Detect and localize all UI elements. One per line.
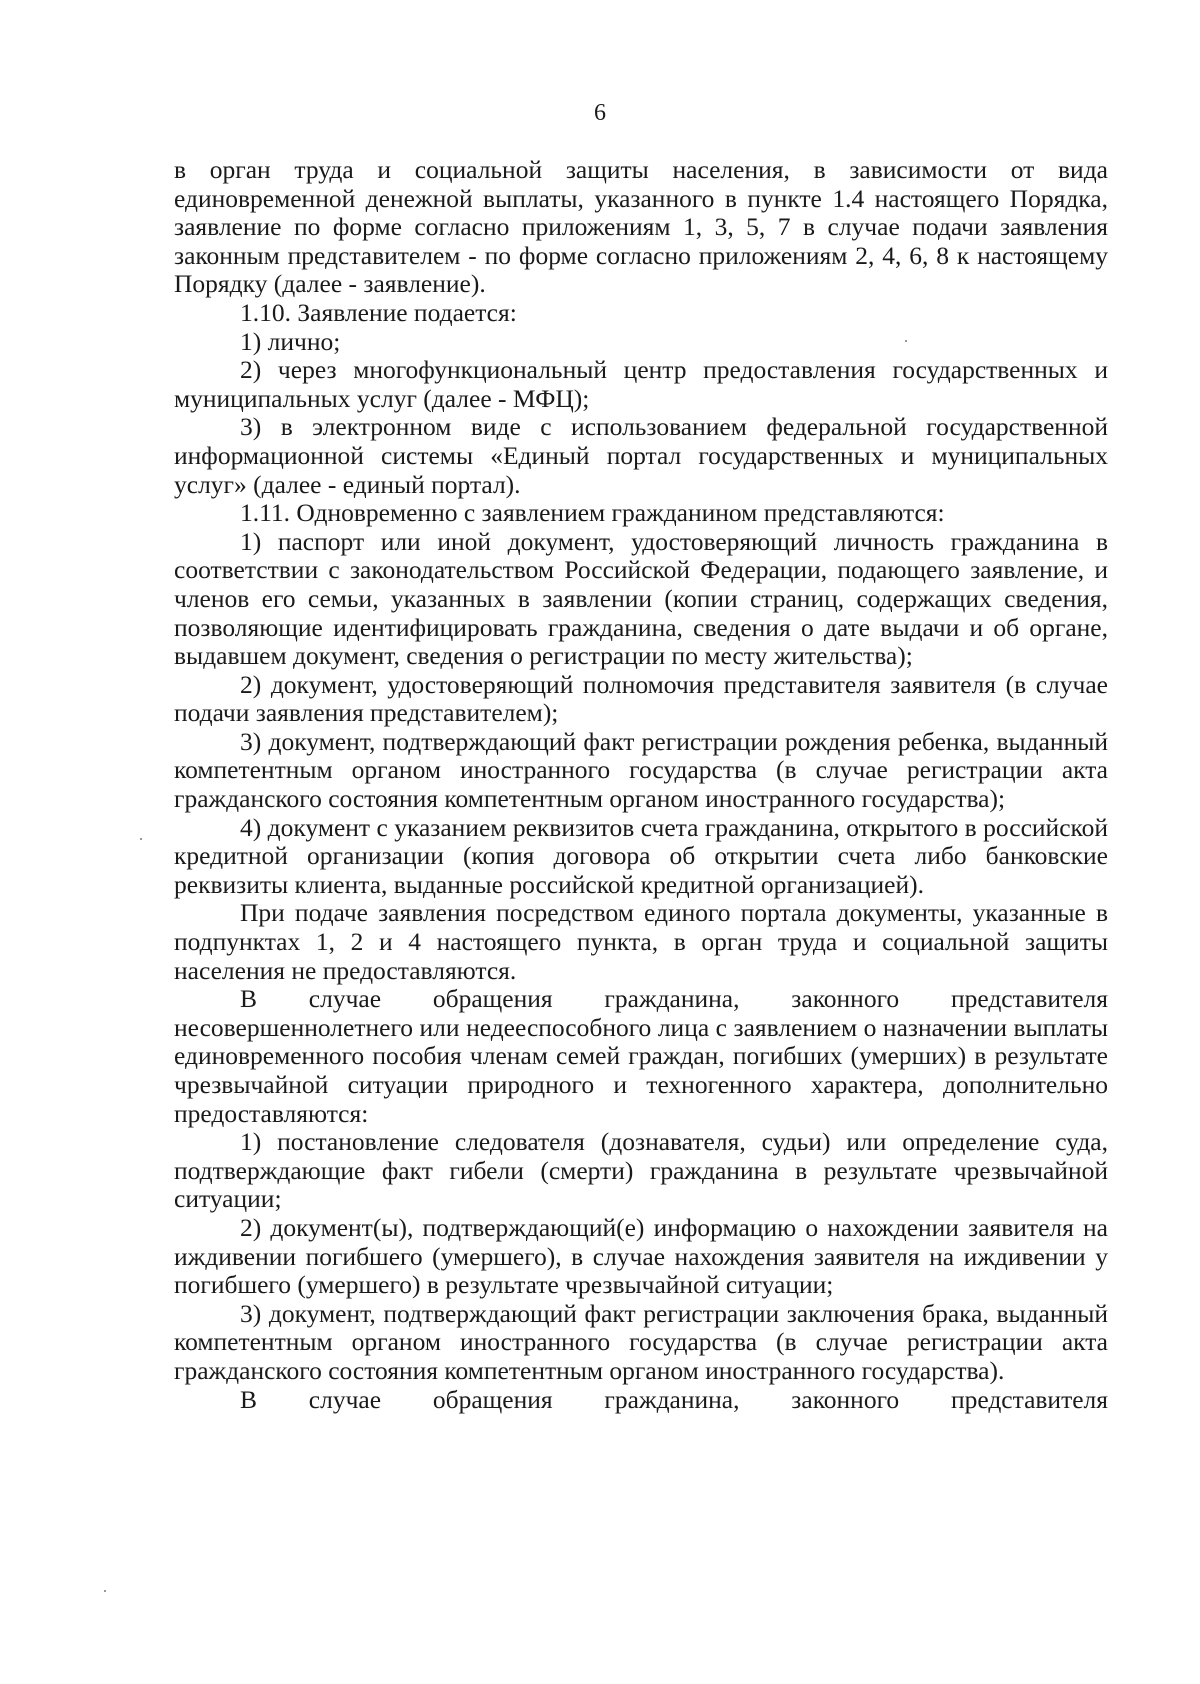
paragraph-1-10-item-3: 3) в электронном виде с использованием федеральной государственной информационной системы «Единый портал государственных и муниципальных услуг» (далее - единый портал).: [174, 412, 1108, 499]
scan-speck: [104, 1590, 106, 1592]
paragraph-portal-note: При подаче заявления посредством единого портала документы, указанные в подпунктах 1, 2 и 4 настоящего пункта, в орган труда и социальной защиты населения не предоставляются.: [174, 898, 1108, 985]
paragraph-1-10-item-1: 1) лично;: [240, 326, 341, 356]
page-number: 6: [594, 100, 606, 126]
scan-speck: [140, 838, 142, 840]
paragraph-1-10-heading: 1.10. Заявление подается:: [240, 297, 517, 327]
document-body: [174, 156, 1108, 1414]
paragraph-1-11-heading: 1.11. Одновременно с заявлением гражданином представляются:: [240, 498, 945, 528]
paragraph-allowance-case: В случае обращения гражданина, законного представителя несовершеннолетнего или недееспособного лица с заявлением о назначении выплаты единовременного пособия членам семей граждан, погибших (умерших) в результате чрезвычайной ситуации природного и техногенного характера, дополнительно предоставляются:: [174, 984, 1108, 1128]
paragraph-intro-continuation: в орган труда и социальной защиты населения, в зависимости от вида единовременной денежной выплаты, указанного в пункте 1.4 настоящего Порядка, заявление по форме согласно приложениям 1, 3, 5, 7 в случае подачи заявления законным представителем - по форме согласно приложениям 2, 4, 6, 8 к настоящему Порядку (далее - заявление).: [174, 155, 1108, 299]
paragraph-allowance-item-2: 2) документ(ы), подтверждающий(е) информацию о нахождении заявителя на иждивении погибшего (умершего), в случае нахождения заявителя на иждивении у погибшего (умершего) в результате чрезвычайной ситуации;: [174, 1212, 1108, 1300]
paragraph-1-11-item-1: 1) паспорт или иной документ, удостоверяющий личность гражданина в соответствии с законодательством Российской Федерации, подающего заявление, и членов его семьи, указанных в заявлении (копии страниц, содержащих сведения, позволяющие идентифицировать гражданина, сведения о дате выдачи и об органе, выдавшем документ, сведения о регистрации по месту жительства);: [174, 526, 1108, 671]
paragraph-1-11-item-4: 4) документ с указанием реквизитов счета гражданина, открытого в российской кредитной организации (копия договора об открытии счета либо банковские реквизиты клиента, выданные российской кредитной организацией).: [174, 812, 1108, 899]
paragraph-allowance-item-3: 3) документ, подтверждающий факт регистрации заключения брака, выданный компетентным органом иностранного государства (в случае регистрации акта гражданского состояния компетентным органом иностранного государства).: [174, 1298, 1108, 1385]
paragraph-1-10-item-2: 2) через многофункциональный центр предоставления государственных и муниципальных услуг (далее - МФЦ);: [174, 355, 1108, 413]
paragraph-allowance-item-1: 1) постановление следователя (дознавателя, судьи) или определение суда, подтверждающие факт гибели (смерти) гражданина в результате чрезвычайной ситуации;: [174, 1127, 1108, 1214]
paragraph-1-11-item-2: 2) документ, удостоверяющий полномочия представителя заявителя (в случае подачи заявления представителем);: [174, 669, 1108, 728]
paragraph-1-11-item-3: 3) документ, подтверждающий факт регистрации рождения ребенка, выданный компетентным органом иностранного государства (в случае регистрации акта гражданского состояния компетентным органом иностранного государства);: [174, 726, 1108, 814]
scan-speck: [905, 340, 907, 342]
paragraph-trailing-case: В случае обращения гражданина, законного представителя: [240, 1384, 1108, 1414]
